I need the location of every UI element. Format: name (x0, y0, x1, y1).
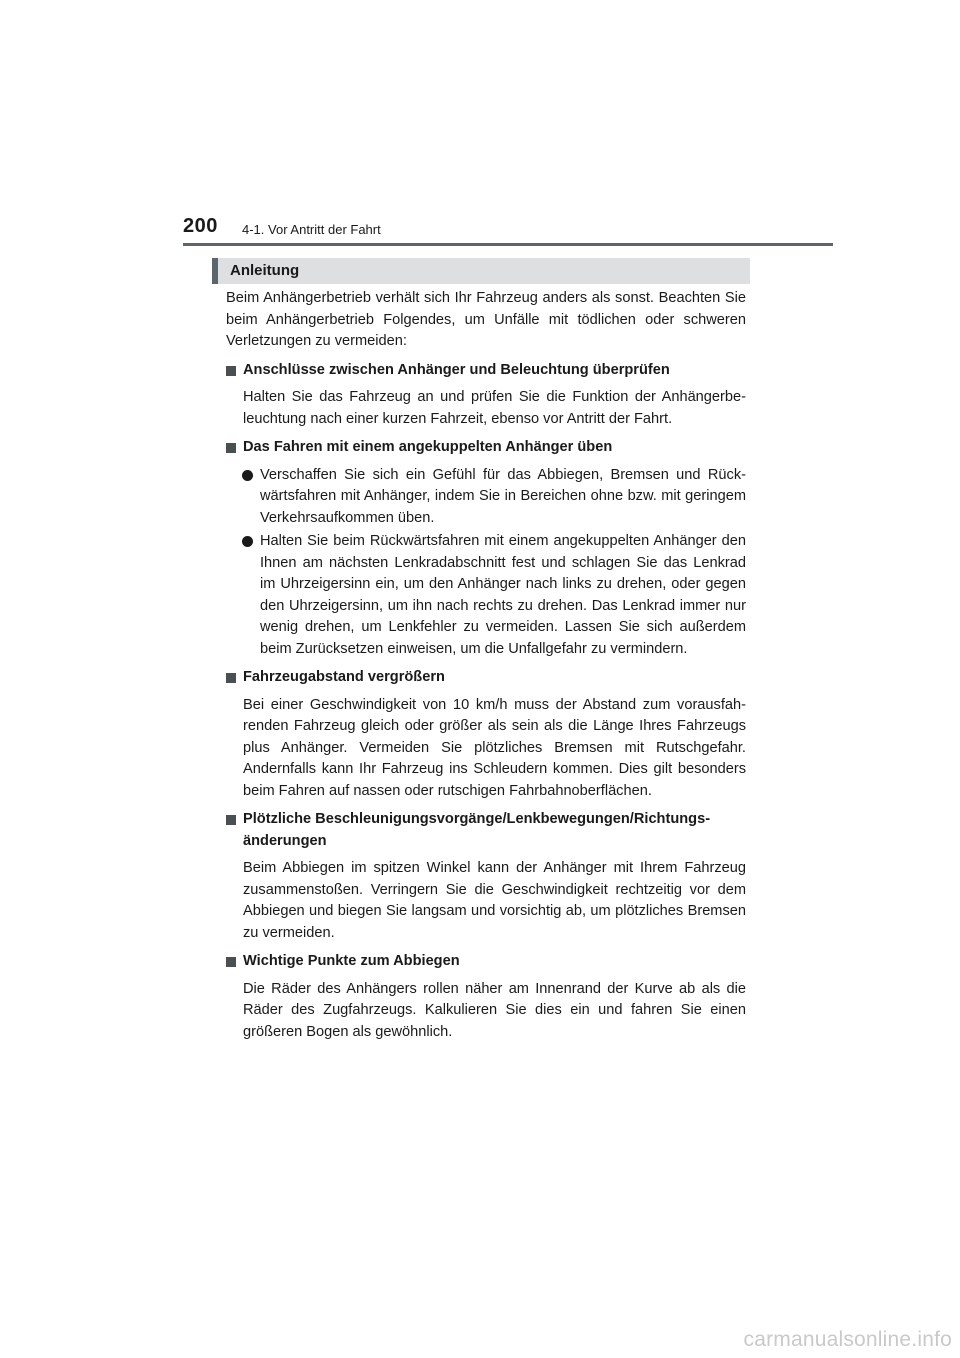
caution-item (226, 360, 746, 431)
header-rule (183, 243, 833, 246)
section-title: 4-1. Vor Antritt der Fahrt (242, 222, 381, 237)
item-heading (226, 360, 746, 382)
item-heading (226, 951, 746, 973)
round-bullet-icon (242, 470, 253, 481)
square-bullet-icon (226, 673, 236, 683)
bullet-text: Verschaffen Sie sich ein Gefühl für das Abbiegen, Bremsen und Rückwärtsfahren mit Anhänger, indem Sie in Bereichen ohne bzw. mit geringem Verkehrsaufkommen üben. (260, 466, 746, 526)
page-number: 200 (183, 215, 218, 237)
item-heading-text: Fahrzeugabstand vergrößern (243, 669, 445, 685)
item-body: Beim Abbiegen im spitzen Winkel kann der Anhänger mit Ihrem Fahrzeug zusammenstoßen. Verringern Sie die Geschwindigkeit rechtzeitig vor dem Abbiegen und biegen Sie langsam und vorsichtig ab, um plötzliches Bremsen zu vermeiden. (243, 860, 746, 941)
square-bullet-icon (226, 815, 236, 825)
caution-intro: Beim Anhängerbetrieb verhält sich Ihr Fahrzeug anders als sonst. Beachten Sie beim Anhängerbetrieb Folgendes, um Unfälle mit tödlichen oder schweren Verletzungen zu vermeiden: (226, 290, 746, 349)
item-body: Die Räder des Anhängers rollen näher am Innenrand der Kurve ab als die Räder des Zugfahrzeugs. Kalkulieren Sie dies ein und fahren Sie einen größeren Bogen als gewöhnlich. (243, 980, 746, 1040)
item-body: Halten Sie das Fahrzeug an und prüfen Sie die Funktion der Anhängerbeleuchtung nach einer kurzen Fahrzeit, ebenso vor Antritt der Fahrt. (243, 389, 746, 427)
caution-title-bar (212, 258, 750, 284)
item-heading-text: Wichtige Punkte zum Abbiegen (243, 953, 460, 969)
caution-content (226, 288, 746, 1050)
bullet-item (226, 531, 746, 660)
caution-title: Anleitung (230, 262, 300, 279)
item-body: Bei einer Geschwindigkeit von 10 km/h muss der Abstand zum vorausfahrenden Fahrzeug gleich oder größer als sein als die Länge Ihres Fahrzeugs plus Anhänger. Vermeiden Sie plötzliches Bremsen mit Rutschgefahr. Andernfalls kann Ihr Fahrzeug ins Schleudern kommen. Dies gilt besonders beim Fahren auf nassen oder rutschigen Fahrbahnoberflächen. (243, 696, 746, 799)
caution-item (226, 951, 746, 1043)
caution-item (226, 809, 746, 944)
caution-item (226, 667, 746, 802)
bullet-item (226, 465, 746, 530)
item-heading-text: Plötzliche Beschleunigungsvorgänge/Lenkbewegungen/Richtungsänderungen (243, 811, 711, 849)
round-bullet-icon (242, 536, 253, 547)
item-heading (226, 667, 746, 689)
square-bullet-icon (226, 957, 236, 967)
watermark: carmanualsonline.info (743, 1328, 952, 1351)
item-heading (226, 809, 746, 852)
item-heading-text: Das Fahren mit einem angekuppelten Anhänger üben (243, 439, 613, 455)
item-heading (226, 437, 746, 459)
caution-item (226, 437, 746, 660)
item-heading-text: Anschlüsse zwischen Anhänger und Beleuchtung überprüfen (243, 361, 670, 378)
bullet-text: Halten Sie beim Rückwärtsfahren mit einem angekuppelten Anhänger den Ihnen am nächsten Lenkradabschnitt fest und schlagen Sie das Lenkrad im Uhrzeigersinn ein, um den Anhänger nach links zu drehen, oder gegen den Uhrzeigersinn, um ihn nach rechts zu drehen. Das Lenkrad immer nur wenig drehen, um Lenkfehler zu vermeiden. Lassen Sie sich außerdem beim Zurücksetzen einweisen, um die Unfallgefahr zu vermindern. (260, 533, 746, 657)
square-bullet-icon (226, 443, 236, 453)
square-bullet-icon (226, 366, 236, 376)
